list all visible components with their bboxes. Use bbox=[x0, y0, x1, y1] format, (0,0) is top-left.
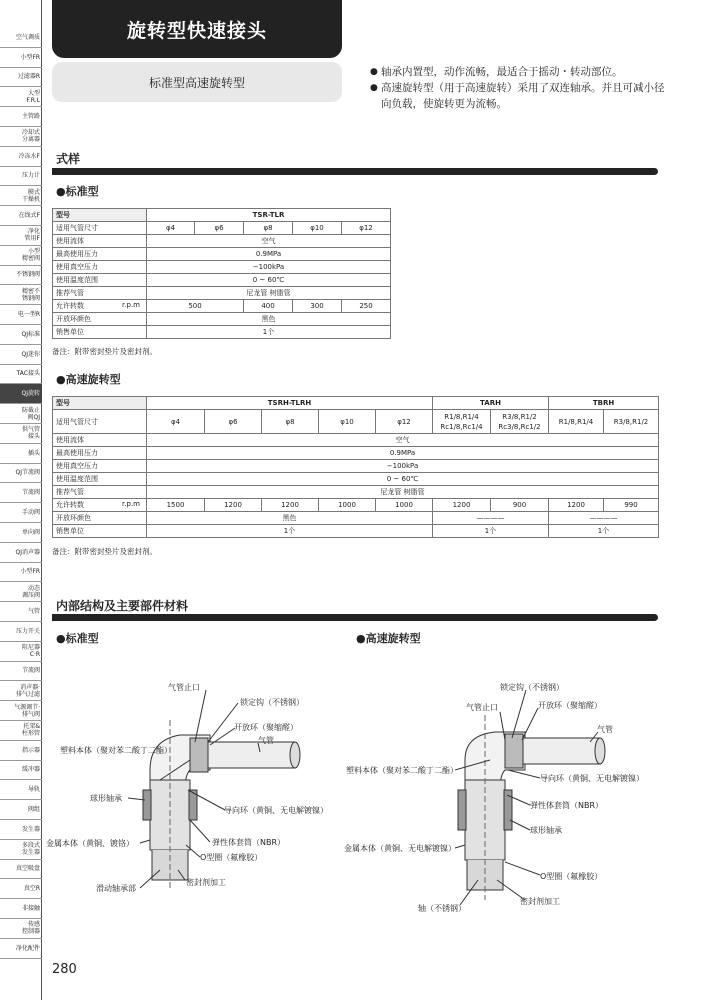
rpm-value: 400 bbox=[244, 300, 293, 313]
row-label: 推荐气管 bbox=[53, 486, 147, 499]
sidebar-item[interactable]: QJ消声器 bbox=[0, 543, 42, 563]
tube-size: φ12 bbox=[376, 410, 433, 434]
feature-item: ● 轴承内置型，动作流畅，最适合于摇动・转动部位。 bbox=[370, 64, 670, 80]
diagram-label: 塑料本体（聚对苯二酸丁二酯） bbox=[60, 746, 172, 755]
sidebar-item[interactable]: 压力开关 bbox=[0, 622, 42, 642]
tube-size: φ8 bbox=[262, 410, 319, 434]
row-label: 开放环颜色 bbox=[53, 512, 147, 525]
diagram-label: 锁定钩（不锈钢） bbox=[500, 683, 564, 692]
rpm-value: 1200 bbox=[205, 499, 262, 512]
table-cell: −100kPa bbox=[147, 460, 659, 473]
page-number: 280 bbox=[52, 962, 77, 977]
table-cell: 0 ~ 60℃ bbox=[147, 473, 659, 486]
row-label-text: 允许转数 bbox=[56, 501, 84, 509]
row-label: 最高使用压力 bbox=[53, 447, 147, 460]
diagram-label: 塑料本体（聚对苯二酸丁二酯） bbox=[346, 766, 458, 775]
sidebar-item[interactable]: 非接触 bbox=[0, 899, 42, 919]
table-cell: 1个 bbox=[147, 326, 391, 339]
sidebar-item[interactable]: 阀组 bbox=[0, 800, 42, 820]
sidebar-item[interactable]: 导轨 bbox=[0, 780, 42, 800]
rpm-value: 1200 bbox=[549, 499, 604, 512]
diagram-label: 轴（不锈钢） bbox=[418, 904, 466, 913]
sidebar-item[interactable]: 消声器· 排气过滤 bbox=[0, 681, 42, 701]
rpm-value: 1000 bbox=[319, 499, 376, 512]
sidebar-item[interactable]: 动态 调压阀 bbox=[0, 582, 42, 602]
table-note: 备注：附带密封垫片及密封剂。 bbox=[52, 347, 157, 356]
highspeed-spec-title: ●高速旋转型 bbox=[56, 373, 121, 386]
sidebar-item[interactable]: 插头 bbox=[0, 444, 42, 464]
sidebar-item[interactable]: 防截止 阀QJ bbox=[0, 404, 42, 424]
row-label: 使用真空压力 bbox=[53, 261, 147, 274]
model-name: TBRH bbox=[549, 397, 659, 410]
sidebar-item[interactable]: 小型FR bbox=[0, 48, 42, 68]
diagram-label: 弹性体套筒（NBR） bbox=[530, 801, 604, 810]
sidebar-item[interactable]: 节流阀 bbox=[0, 662, 42, 682]
rpm-value: 250 bbox=[342, 300, 391, 313]
sidebar-item[interactable]: 真空吸盘 bbox=[0, 860, 42, 880]
table-cell: 1个 bbox=[549, 525, 659, 538]
row-label: 使用流体 bbox=[53, 235, 147, 248]
table-cell: 0.9MPa bbox=[147, 447, 659, 460]
table-header-label: 型号 bbox=[53, 209, 147, 222]
sidebar-item[interactable]: 小型FR bbox=[0, 563, 42, 583]
model-name: TSR-TLR bbox=[147, 209, 391, 222]
table-cell: 黑色 bbox=[147, 313, 391, 326]
table-cell: 1个 bbox=[433, 525, 549, 538]
thread-size: R3/8,R1/2 bbox=[604, 410, 659, 434]
rpm-value: 1000 bbox=[376, 499, 433, 512]
thread-size: R1/8,R1/4 bbox=[549, 410, 604, 434]
rpm-value: 1200 bbox=[433, 499, 491, 512]
rpm-value: 500 bbox=[147, 300, 244, 313]
table-cell: ———— bbox=[549, 512, 659, 525]
table-header-label: 型号 bbox=[53, 397, 147, 410]
sidebar-item[interactable]: QJ迷你 bbox=[0, 345, 42, 365]
sidebar-item[interactable]: 精密不 锈钢阀 bbox=[0, 285, 42, 305]
rpm-value: 900 bbox=[491, 499, 549, 512]
sidebar-item[interactable]: 发生器 bbox=[0, 820, 42, 840]
tube-size: φ12 bbox=[342, 222, 391, 235]
table-cell: ———— bbox=[433, 512, 549, 525]
table-cell: 黑色 bbox=[147, 512, 433, 525]
diagram-label: 滑动轴承部 bbox=[96, 884, 136, 893]
table-cell: 尼龙管 树脂管 bbox=[147, 486, 659, 499]
sidebar-item[interactable]: QJ旋转 bbox=[0, 384, 42, 404]
model-name: TARH bbox=[433, 397, 549, 410]
diagram-label: 金属本体（黄铜、无电解镀镍） bbox=[344, 844, 456, 853]
sidebar-item[interactable]: 指示器 bbox=[0, 741, 42, 761]
table-note: 备注：附带密封垫片及密封剂。 bbox=[52, 547, 157, 556]
sidebar-item[interactable]: 净化配件 bbox=[0, 939, 42, 959]
table-cell: 空气 bbox=[147, 235, 391, 248]
feature-item: ● 高速旋转型（用于高速旋转）采用了双连轴承。并且可减小径向负载，使旋转更为流畅。 bbox=[370, 80, 670, 112]
diagram-label: 球形轴承 bbox=[90, 794, 122, 803]
sidebar-item[interactable]: 大型 F.R.L bbox=[0, 87, 42, 107]
sidebar-item[interactable]: 小型 精密阀 bbox=[0, 246, 42, 266]
sidebar-item[interactable]: QJ标准 bbox=[0, 325, 42, 345]
diagram-label: 开放环（聚缩醛） bbox=[234, 723, 298, 732]
diagram-label: 锁定钩（不锈钢） bbox=[240, 698, 304, 707]
sidebar-item[interactable]: 阻尼器 C·R bbox=[0, 642, 42, 662]
standard-structure-title: ●标准型 bbox=[56, 632, 99, 645]
diagram-label: 导向环（黄铜、无电解镀镍） bbox=[224, 806, 328, 815]
table-cell: 0.9MPa bbox=[147, 248, 391, 261]
diagram-label: 密封剂加工 bbox=[186, 878, 226, 887]
row-label: 适用气管尺寸 bbox=[53, 410, 147, 434]
sidebar-item[interactable]: 气管 bbox=[0, 602, 42, 622]
table-cell: 尼龙管 树脂管 bbox=[147, 287, 391, 300]
sidebar-item[interactable]: 真空R bbox=[0, 879, 42, 899]
rpm-unit: r.p.m bbox=[122, 301, 140, 309]
sidebar-item[interactable]: 冷冻水F bbox=[0, 147, 42, 167]
diagram-label: 开放环（聚缩醛） bbox=[538, 701, 602, 710]
table-cell: −100kPa bbox=[147, 261, 391, 274]
diagram-label: 球形轴承 bbox=[530, 826, 562, 835]
structure-section-title: 内部结构及主要部件材料 bbox=[56, 599, 189, 613]
thread-size: R1/8,R1/4 Rc1/8,Rc1/4 bbox=[433, 410, 491, 434]
sidebar-item[interactable]: 供气管 接头 bbox=[0, 424, 42, 444]
sidebar-item[interactable]: 压力计 bbox=[0, 167, 42, 187]
sidebar-item[interactable]: 空气调质 bbox=[0, 28, 42, 48]
spec-section-title: 式样 bbox=[56, 152, 81, 166]
tube-size: φ8 bbox=[244, 222, 293, 235]
sidebar-item[interactable]: 电一型R bbox=[0, 305, 42, 325]
sidebar-item[interactable]: 手动阀 bbox=[0, 503, 42, 523]
table-cell: 空气 bbox=[147, 434, 659, 447]
tube-size: φ10 bbox=[319, 410, 376, 434]
sidebar-item[interactable]: 气源调节· 排气阀 bbox=[0, 701, 42, 721]
rpm-value: 300 bbox=[293, 300, 342, 313]
rpm-value: 1500 bbox=[147, 499, 205, 512]
row-label: 最高使用压力 bbox=[53, 248, 147, 261]
sidebar-item[interactable]: 节流阀 bbox=[0, 483, 42, 503]
sidebar-item[interactable]: 不锈钢阀 bbox=[0, 266, 42, 286]
diagram-label: 气管 bbox=[258, 736, 274, 745]
table-cell: 0 ~ 60℃ bbox=[147, 274, 391, 287]
row-label: 使用温度范围 bbox=[53, 473, 147, 486]
table-cell: 1个 bbox=[147, 525, 433, 538]
row-label: 销售单位 bbox=[53, 326, 147, 339]
diagram-label: O型圈（氟橡胶） bbox=[540, 872, 603, 881]
row-label: 使用真空压力 bbox=[53, 460, 147, 473]
diagram-label: O型圈（氟橡胶） bbox=[200, 853, 263, 862]
diagram-label: 密封剂加工 bbox=[520, 897, 560, 906]
sidebar-item[interactable]: 主管路 bbox=[0, 107, 42, 127]
model-name: TSRH-TLRH bbox=[147, 397, 433, 410]
row-label: 使用温度范围 bbox=[53, 274, 147, 287]
row-label: 开放环颜色 bbox=[53, 313, 147, 326]
row-label-text: 允许转数 bbox=[56, 302, 84, 310]
sidebar-item[interactable]: QJ节流阀 bbox=[0, 464, 42, 484]
diagram-label: 导向环（黄铜、无电解镀镍） bbox=[540, 774, 644, 783]
row-label: 使用流体 bbox=[53, 434, 147, 447]
sidebar-item[interactable]: 缓冲器 bbox=[0, 761, 42, 781]
tube-size: φ4 bbox=[147, 222, 195, 235]
sidebar-item[interactable]: 过滤器R bbox=[0, 68, 42, 88]
sidebar-item[interactable]: 传感 控制器 bbox=[0, 919, 42, 939]
tube-size: φ6 bbox=[205, 410, 262, 434]
standard-spec-title: ●标准型 bbox=[56, 185, 99, 198]
rpm-unit: r.p.m bbox=[122, 500, 140, 508]
highspeed-structure-title: ●高速旋转型 bbox=[356, 632, 421, 645]
diagram-label: 气管 bbox=[597, 725, 613, 734]
sidebar-item[interactable]: 冷却式 分离器 bbox=[0, 127, 42, 147]
diagram-label: 气管止口 bbox=[168, 683, 200, 692]
sidebar-item[interactable]: 膜式 干燥机 bbox=[0, 186, 42, 206]
page-title: 旋转型快速接头 bbox=[52, 0, 342, 58]
diagram-label: 弹性体套筒（NBR） bbox=[212, 838, 286, 847]
row-label: 推荐气管 bbox=[53, 287, 147, 300]
sidebar-item[interactable]: 托架& 柱形管 bbox=[0, 721, 42, 741]
tube-size: φ10 bbox=[293, 222, 342, 235]
tube-size: φ6 bbox=[195, 222, 244, 235]
row-label: 销售单位 bbox=[53, 525, 147, 538]
page-subtitle: 标准型高速旋转型 bbox=[52, 62, 342, 102]
sidebar-item[interactable]: TAC接头 bbox=[0, 365, 42, 385]
sidebar-item[interactable]: 多段式 发生器 bbox=[0, 840, 42, 860]
diagram-label: 金属本体（黄铜、镀铬） bbox=[46, 839, 134, 848]
diagram-label: 气管止口 bbox=[466, 703, 498, 712]
rpm-value: 990 bbox=[604, 499, 659, 512]
thread-size: R3/8,R1/2 Rc3/8,Rc1/2 bbox=[491, 410, 549, 434]
sidebar-item[interactable]: 在线式F bbox=[0, 206, 42, 226]
sidebar-item[interactable]: 单向阀 bbox=[0, 523, 42, 543]
row-label: 适用气管尺寸 bbox=[53, 222, 147, 235]
rpm-value: 1200 bbox=[262, 499, 319, 512]
sidebar-item[interactable]: 净化 管用F bbox=[0, 226, 42, 246]
tube-size: φ4 bbox=[147, 410, 205, 434]
